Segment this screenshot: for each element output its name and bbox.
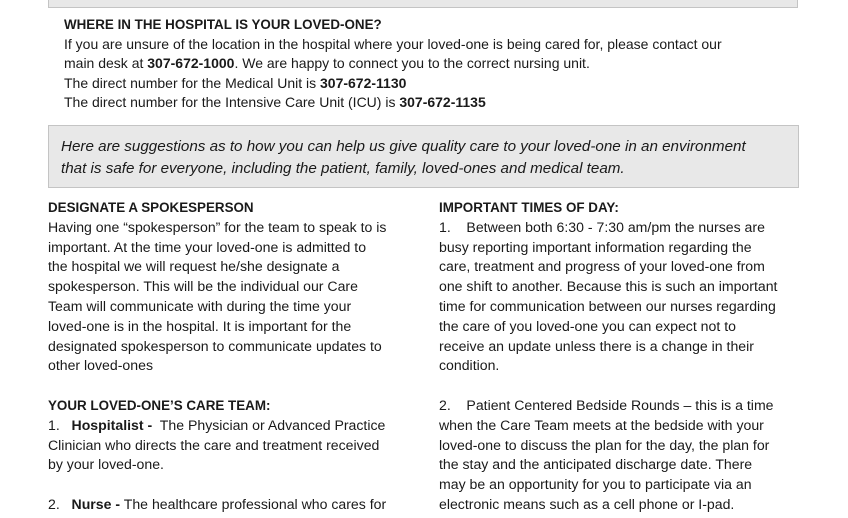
times-item-1-line: receive an update unless there is a change in their [439, 337, 754, 354]
times-item-2-line: may be an opportunity for you to participate via an [439, 476, 752, 493]
callout-line-2: that is safe for everyone, including the patient, family, loved-ones and medical team. [61, 160, 625, 177]
location-line-2 [64, 54, 824, 74]
times-item-2-line: the stay and the anticipated discharge date. There [439, 456, 753, 473]
suggestions-callout [48, 125, 799, 188]
medical-unit-line [64, 74, 824, 94]
times-item-1-line: the care of you loved-one you can expect not to [439, 317, 736, 334]
location-line-1: If you are unsure of the location in the hospital where your loved-one is being cared for, please contact our [64, 35, 722, 52]
left-column [48, 198, 418, 515]
callout-line-1: Here are suggestions as to how you can help us give quality care to your loved-one in an environment [61, 138, 746, 155]
important-times-heading: IMPORTANT TIMES OF DAY: [439, 200, 619, 215]
times-item-2-line: when the Care Team meets at the bedside with your [439, 416, 764, 433]
care-team-heading: YOUR LOVED-ONE’S CARE TEAM: [48, 397, 271, 413]
spokesperson-line: Team will communicate with during the time your [48, 297, 352, 314]
hospitalist-number: 1. [48, 416, 72, 433]
spokesperson-line: designated spokesperson to communicate updates to [48, 337, 382, 354]
spokesperson-line: the hospital we will request he/she designate a [48, 258, 340, 275]
medical-unit-label: The direct number for the Medical Unit is [64, 74, 320, 91]
hospitalist-line-3: by your loved-one. [48, 456, 164, 473]
icu-phone: 307-672-1135 [399, 94, 486, 111]
medical-unit-phone: 307-672-1130 [320, 74, 407, 91]
hospitalist-line-1-rest: The Physician or Advanced Practice [152, 416, 386, 433]
times-item-2-line: 2. Patient Centered Bedside Rounds – this is a time [439, 396, 774, 413]
times-item-1-line: one shift to another. Because this is such an important [439, 278, 778, 295]
nurse-line-1-rest: The healthcare professional who cares for [120, 495, 387, 512]
location-heading: WHERE IN THE HOSPITAL IS YOUR LOVED-ONE? [64, 17, 382, 32]
nurse-term: Nurse - [71, 495, 121, 512]
right-column [439, 198, 809, 515]
times-item-1-line: time for communication between our nurses regarding [439, 297, 776, 314]
hospitalist-line-1 [48, 416, 418, 436]
nurse-line-1 [48, 495, 418, 515]
spokesperson-line: important. At the time your loved-one is admitted to [48, 238, 367, 255]
main-desk-phone: 307-672-1000 [147, 55, 235, 72]
spokesperson-line: Having one “spokesperson” for the team to speak to is [48, 218, 387, 235]
location-line-2-pre: main desk at [64, 55, 148, 72]
times-item-1-line: 1. Between both 6:30 - 7:30 am/pm the nurses are [439, 218, 765, 235]
nurse-number: 2. [48, 495, 72, 512]
times-item-1-line: busy reporting important information regarding the [439, 238, 752, 255]
icu-line [64, 93, 824, 113]
times-item-2-line: loved-one to discuss the plan for the day, the plan for [439, 436, 770, 453]
icu-label: The direct number for the Intensive Care Unit (ICU) is [64, 94, 400, 111]
top-shaded-box [48, 0, 798, 8]
location-section [64, 15, 824, 113]
hospitalist-line-2: Clinician who directs the care and treatment received [48, 436, 380, 453]
hospitalist-term: Hospitalist - [71, 416, 153, 433]
times-item-1-line: condition. [439, 357, 500, 374]
location-line-2-post: . We are happy to connect you to the correct nursing unit. [234, 55, 590, 72]
spokesperson-line: loved-one is in the hospital. It is important for the [48, 317, 352, 334]
times-item-1-line: care, treatment and progress of your loved-one from [439, 258, 765, 275]
spokesperson-line: spokesperson. This will be the individual our Care [48, 278, 358, 295]
spokesperson-heading: DESIGNATE A SPOKESPERSON [48, 200, 254, 215]
times-item-2-line: electronic means such as a cell phone or I-pad. [439, 495, 735, 512]
spokesperson-line: other loved-ones [48, 357, 153, 374]
